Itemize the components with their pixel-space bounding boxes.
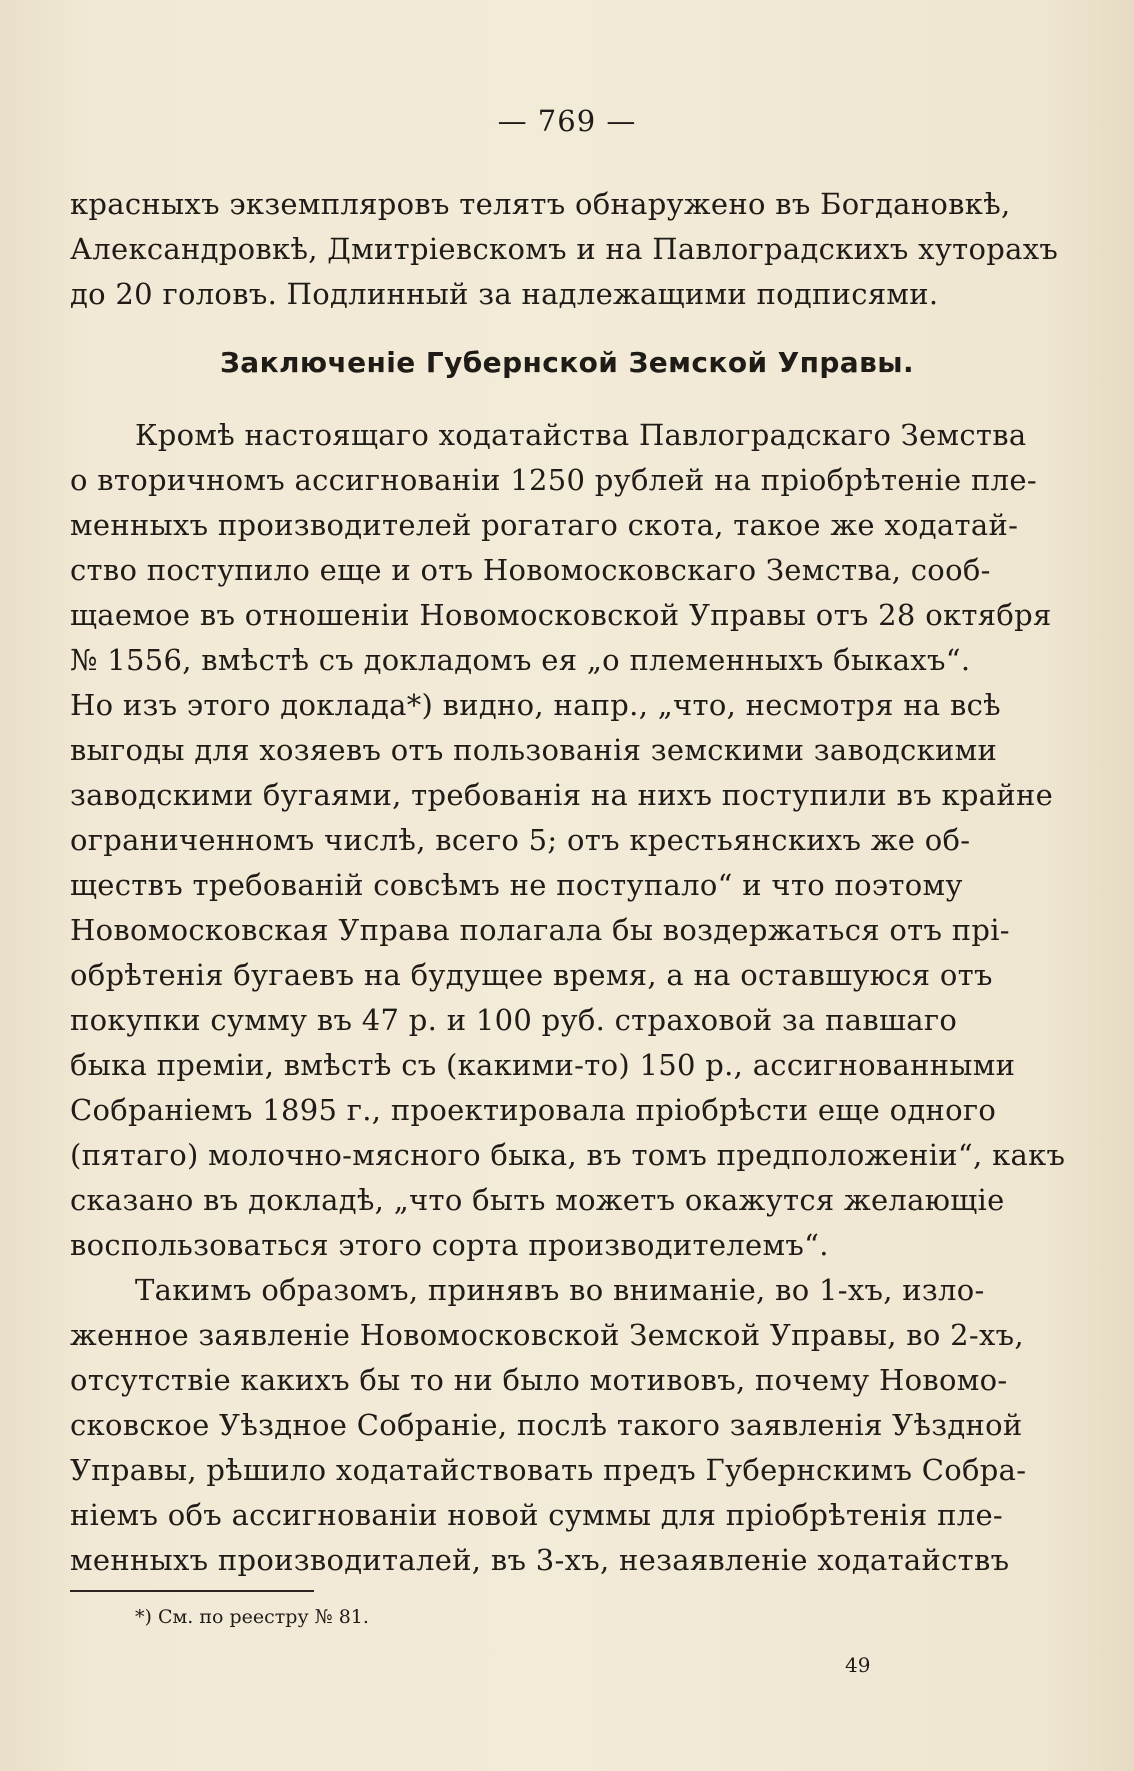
footnote-divider	[70, 1590, 314, 1592]
paragraph1-line-9: заводскими бугаями, требованія на нихъ поступили въ крайне	[70, 778, 1054, 812]
paragraph1-line-15: быка преміи, вмѣстѣ съ (какими-то) 150 р., ассигнованными	[70, 1048, 1016, 1082]
paragraph1-line-11: ществъ требованій совсѣмъ не поступало“ и что поэтому	[70, 868, 963, 902]
paragraph1-line-4: ство поступило еще и отъ Новомосковскаго Земства, сооб-	[70, 553, 991, 587]
paragraph2-line-7: менныхъ производиталей, въ 3-хъ, незаявленіе ходатайствъ	[70, 1543, 1010, 1577]
signature-mark: 49	[845, 1653, 871, 1677]
paragraph1-line-14: покупки сумму въ 47 р. и 100 руб. страховой за павшаго	[70, 1003, 958, 1037]
paragraph1-line-7: Но изъ этого доклада*) видно, напр., „что, несмотря на всѣ	[70, 688, 1001, 722]
paragraph1-line-2: о вторичномъ ассигнованіи 1250 рублей на пріобрѣтеніе пле-	[70, 463, 1037, 497]
paragraph1-line-13: обрѣтенія бугаевъ на будущее время, а на оставшуюся отъ	[70, 958, 993, 992]
footnote: *) См. по реестру № 81.	[135, 1606, 369, 1628]
paragraph1-line-17: (пятаго) молочно-мясного быка, въ томъ предположеніи“, какъ	[70, 1138, 1066, 1172]
paragraph2-line-1: Такимъ образомъ, принявъ во вниманіе, во 1-хъ, изло-	[135, 1273, 985, 1307]
paragraph2-line-6: ніемъ объ ассигнованіи новой суммы для пріобрѣтенія пле-	[70, 1498, 1004, 1532]
paragraph1-line-3: менныхъ производителей рогатаго скота, такое же ходатай-	[70, 508, 1019, 542]
paragraph2-line-2: женное заявленіе Новомосковской Земской Управы, во 2-хъ,	[70, 1318, 1024, 1352]
paragraph1-line-6: № 1556, вмѣстѣ съ докладомъ ея „о племенныхъ быкахъ“.	[70, 643, 971, 677]
paragraph1-line-12: Новомосковская Управа полагала бы воздержаться отъ прі-	[70, 913, 1010, 947]
paragraph1-line-16: Собраніемъ 1895 г., проектировала пріобрѣсти еще одного	[70, 1093, 997, 1127]
intro-line-3: до 20 головъ. Подлинный за надлежащими подписями.	[70, 277, 939, 311]
paragraph1-line-1: Кромѣ настоящаго ходатайства Павлоградскаго Земства	[135, 418, 1027, 452]
paragraph1-line-5: щаемое въ отношеніи Новомосковской Управы отъ 28 октября	[70, 598, 1052, 632]
intro-line-2: Александровкѣ, Дмитріевскомъ и на Павлоградскихъ хуторахъ	[70, 232, 1059, 266]
section-heading: Заключеніе Губернской Земской Управы.	[220, 346, 914, 379]
paragraph2-line-4: сковское Уѣздное Собраніе, послѣ такого заявленія Уѣздной	[70, 1408, 1023, 1442]
paragraph1-line-19: воспользоваться этого сорта производителемъ“.	[70, 1228, 829, 1262]
paragraph1-line-10: ограниченномъ числѣ, всего 5; отъ крестьянскихъ же об-	[70, 823, 971, 857]
intro-line-1: красныхъ экземпляровъ телятъ обнаружено въ Богдановкѣ,	[70, 187, 1011, 221]
paragraph1-line-18: сказано въ докладѣ, „что быть можетъ окажутся желающіе	[70, 1183, 1005, 1217]
paragraph1-line-8: выгоды для хозяевъ отъ пользованія земскими заводскими	[70, 733, 998, 767]
page-number: — 769 —	[497, 104, 637, 138]
paragraph2-line-3: отсутствіе какихъ бы то ни было мотивовъ, почему Новомо-	[70, 1363, 1008, 1397]
paragraph2-line-5: Управы, рѣшило ходатайствовать предъ Губернскимъ Собра-	[70, 1453, 1027, 1487]
